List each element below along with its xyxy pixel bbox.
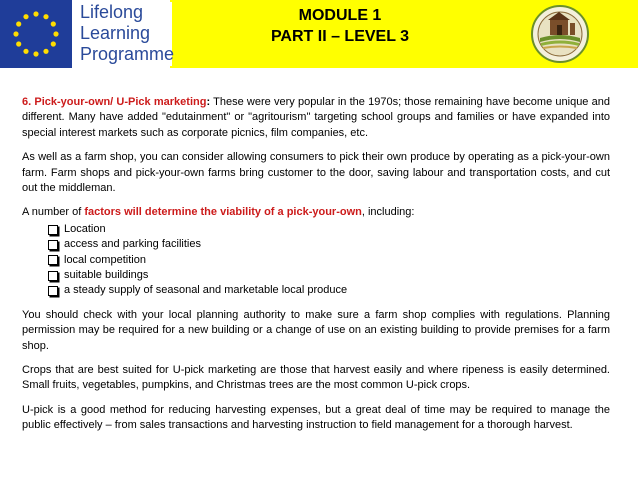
module-title: MODULE 1 [298,7,382,24]
paragraph-harvesting: U-pick is a good method for reducing harvesting expenses, but a great deal of time may be required to manage the public effectively – from sales transactions and harvesting instruction to field management for a thorough harvest. [22,403,610,432]
list-item-label: suitable buildings [64,269,149,282]
header-band [0,0,638,68]
intro-text-end: , including: [361,206,415,219]
section-heading: 6. Pick-your-own/ U-Pick marketing [22,96,207,108]
lifelong-learning-logo [0,0,175,68]
list-item-label: access and parking facilities [64,238,201,251]
paragraph-factors-intro [22,205,610,220]
intro-text: A number of [22,206,85,219]
list-item [48,237,610,252]
list-item-label: local competition [64,253,146,266]
paragraph-crops: Crops that are best suited for U-pick marketing are those that harvest easily and where ripeness is easily determined. Small fruits, vegetables, pumpkins, and Christmas trees are the most common U-pick crops. [22,364,610,392]
list-item [48,283,610,298]
checkbox-bullet-icon [48,286,58,296]
list-item [48,222,610,237]
list-item [48,268,610,283]
agri-youth-emblem-icon [531,5,589,63]
checkbox-bullet-icon [48,255,58,265]
llp-wordmark [80,2,175,66]
checkbox-bullet-icon [48,240,58,250]
list-item-label: Location [64,222,106,235]
logo-line: Lifelong [80,2,144,22]
list-item [48,253,610,268]
eu-stars-icon [0,0,72,68]
list-item-label: a steady supply of seasonal and marketable local produce [64,284,348,297]
checkbox-bullet-icon [48,225,58,235]
paragraph-farm-shop: As well as a farm shop, you can consider allowing consumers to pick their own produce by operating as a pick-your-own farm. Farm shops and pick-your-own farms bring customer to the door, saving labour and transportation costs, and cut out the middleman. [22,151,610,195]
paragraph-text: These were very popular in the 1970s; those remaining have become unique and different. Many have added "edutainment" or "agritourism" targeting school groups and families or have expanded into special interest markets such as corporate picnics, film companies, etc. [22,96,610,139]
agri-youth-logo [531,5,589,63]
main-content [22,95,610,443]
logo-line: Learning [80,23,151,43]
logo-line: Programme [80,44,175,64]
paragraph-pick-your-own [22,95,610,141]
factors-list [48,222,610,299]
paragraph-planning: You should check with your local planning authority to make sure a farm shop complies with regulations. Planning permission may be required for a new building or a change of use on an existing building to provide premises for a farm shop. [22,308,610,352]
eu-flag-icon [0,0,72,68]
heading-colon: : [206,96,211,108]
factors-highlight: factors will determine the viability of a pick-your-own [84,206,362,219]
checkbox-bullet-icon [48,271,58,281]
module-subtitle: PART II – LEVEL 3 [270,28,410,45]
